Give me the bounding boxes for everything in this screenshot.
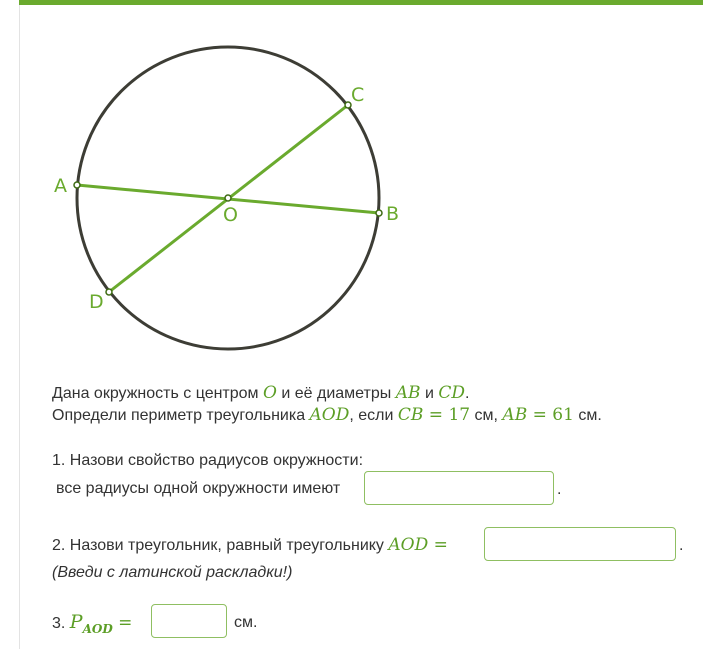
label-c: C [351, 84, 365, 106]
problem-text: Дана окружность с центром [52, 385, 263, 402]
math-center: O [263, 383, 277, 403]
problem-line-2 [52, 404, 602, 427]
q1-answer-input[interactable] [364, 471, 554, 505]
problem-text: . [464, 385, 470, 402]
q2-line [52, 534, 448, 557]
point-d [106, 289, 112, 295]
math-diameter-ab: AB [395, 383, 421, 403]
point-a [74, 182, 80, 188]
problem-text: , если [349, 407, 398, 424]
q3-answer-input[interactable] [151, 604, 227, 638]
problem-text: см, [470, 407, 503, 424]
point-o [225, 195, 231, 201]
q3-line [52, 611, 132, 640]
label-o: O [223, 204, 238, 226]
q3-unit: см. [234, 614, 258, 631]
math-perimeter-subscript: AOD [82, 622, 113, 636]
math-perimeter: P [69, 611, 83, 633]
problem-text: и [420, 385, 439, 402]
label-d: D [89, 291, 104, 313]
q1-title: 1. Назови свойство радиусов окружности: [52, 452, 364, 469]
label-a: A [54, 175, 67, 197]
math-cb-value: = 17 [423, 405, 471, 425]
point-b [376, 210, 382, 216]
math-ab-value: = 61 [527, 405, 574, 425]
math-equals: = [112, 613, 133, 633]
math-equals: = [428, 535, 448, 555]
math-triangle: AOD [309, 405, 350, 425]
math-diameter-cd: CD [438, 383, 465, 403]
q2-prompt: 2. Назови треугольник, равный треугольнику [52, 537, 389, 554]
problem-text: см. [573, 407, 602, 424]
q2-note: (Введи с латинской раскладки!) [52, 564, 293, 581]
q1-prompt: все радиусы одной окружности имеют [56, 480, 341, 497]
problem-text: Определи периметр треугольника [52, 407, 310, 424]
math-cb: CB [397, 405, 424, 425]
math-triangle-aod: AOD [388, 535, 429, 555]
label-b: B [386, 203, 400, 225]
q2-answer-input[interactable] [484, 527, 676, 561]
problem-line-1 [52, 382, 469, 405]
q2-suffix: . [679, 537, 684, 554]
math-ab: AB [502, 405, 528, 425]
q1-suffix: . [557, 481, 562, 498]
q3-number: 3. [52, 615, 70, 632]
problem-text: и её диаметры [276, 385, 396, 402]
